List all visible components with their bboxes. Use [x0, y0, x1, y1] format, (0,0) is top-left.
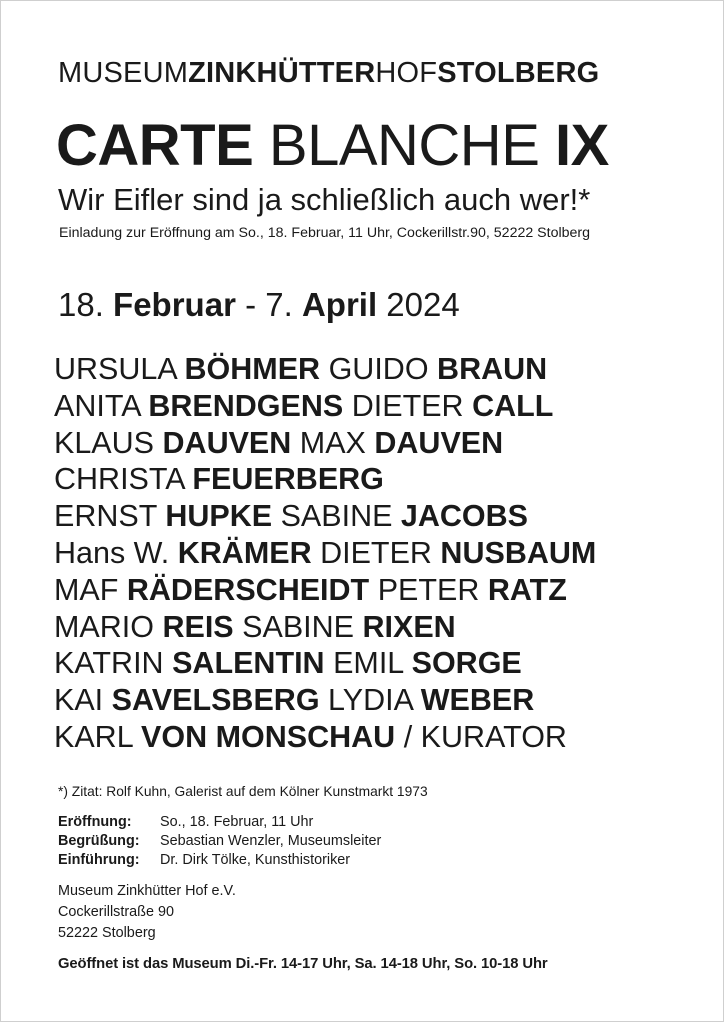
artist-line: [54, 572, 596, 609]
artist-firstname: MARIO: [54, 609, 154, 644]
artist-line: [54, 388, 596, 425]
artist-firstname: MAF: [54, 572, 119, 607]
exhibition-subtitle: Wir Eifler sind ja schließlich auch wer!*: [58, 182, 591, 217]
event-info: [58, 813, 381, 870]
info-row: [58, 851, 381, 870]
artist-surname: SORGE: [411, 646, 522, 681]
artist-surname: HUPKE: [165, 499, 273, 534]
artist-surname: KRÄMER: [177, 535, 312, 570]
artist-surname: SAVELSBERG: [111, 683, 320, 718]
museum-address: [58, 881, 236, 944]
title-part: BLANCHE: [268, 113, 540, 178]
artist-surname: VON MONSCHAU: [141, 719, 396, 754]
opening-hours: Geöffnet ist das Museum Di.-Fr. 14-17 Uhr, Sa. 14-18 Uhr, So. 10-18 Uhr: [58, 956, 548, 972]
artist-firstname: MAX: [299, 425, 366, 460]
quote-footnote: *) Zitat: Rolf Kuhn, Galerist auf dem Kölner Kunstmarkt 1973: [58, 784, 428, 799]
info-value: So., 18. Februar, 11 Uhr: [160, 814, 314, 830]
artist-line: [54, 498, 596, 535]
artist-firstname: DIETER: [320, 535, 432, 570]
address-line: Cockerillstraße 90: [58, 904, 174, 920]
invitation-text: Einladung zur Eröffnung am So., 18. Februar, 11 Uhr, Cockerillstr.90, 52222 Stolberg: [59, 225, 591, 241]
artist-firstname: DIETER: [351, 388, 464, 423]
info-label: Eröffnung:: [58, 814, 132, 830]
artist-list: [54, 351, 596, 756]
artist-surname: RATZ: [487, 572, 567, 607]
artist-firstname: CHRISTA: [54, 462, 184, 497]
artist-surname: JACOBS: [400, 499, 529, 534]
artist-line: [54, 425, 596, 462]
artist-surname: BRAUN: [437, 352, 548, 386]
artist-surname: DAUVEN: [374, 425, 504, 460]
info-value: Sebastian Wenzler, Museumsleiter: [160, 833, 382, 849]
artist-surname: SALENTIN: [172, 646, 325, 681]
address-line: Museum Zinkhütter Hof e.V.: [58, 883, 236, 899]
artist-surname: RÄDERSCHEIDT: [126, 572, 370, 607]
artist-firstname: ANITA: [54, 388, 140, 423]
date-part: April: [301, 286, 378, 323]
date-part: Februar: [113, 286, 236, 323]
artist-surname: RIXEN: [362, 609, 456, 644]
artist-line: [54, 535, 596, 572]
exhibition-title: [56, 113, 609, 179]
exhibition-dates: [58, 284, 460, 326]
artist-surname: BÖHMER: [184, 352, 321, 386]
info-row: [58, 832, 381, 851]
artist-surname: DAUVEN: [162, 425, 292, 460]
date-part: 2024: [386, 286, 460, 323]
museum-name-part: ZINKHÜTTER: [188, 57, 376, 89]
artist-line: [54, 719, 596, 756]
title-part: IX: [555, 113, 609, 178]
artist-firstname: GUIDO: [328, 352, 429, 386]
artist-firstname: EMIL: [333, 646, 404, 681]
museum-name: [58, 55, 599, 91]
artist-firstname: KAI: [54, 683, 104, 718]
artist-surname: WEBER: [420, 683, 535, 718]
date-part: - 7.: [245, 286, 293, 323]
artist-surname: CALL: [472, 388, 554, 423]
artist-surname: BRENDGENS: [148, 388, 344, 423]
info-label: Begrüßung:: [58, 833, 140, 849]
museum-name-part: HOF: [375, 57, 438, 89]
artist-firstname: PETER: [377, 572, 480, 607]
artist-firstname: URSULA: [54, 352, 177, 386]
artist-surname: NUSBAUM: [440, 535, 597, 570]
date-part: 18.: [58, 286, 104, 323]
artist-firstname: KLAUS: [54, 425, 155, 460]
artist-firstname: ERNST: [54, 499, 157, 534]
title-part: CARTE: [56, 113, 254, 178]
artist-line: [54, 682, 596, 719]
artist-line: [54, 609, 596, 646]
artist-surname: REIS: [162, 609, 234, 644]
info-row: [58, 813, 381, 832]
info-label: Einführung:: [58, 852, 140, 868]
artist-firstname: KATRIN: [54, 646, 164, 681]
artist-firstname: / KURATOR: [403, 719, 567, 754]
artist-firstname: SABINE: [242, 609, 355, 644]
artist-firstname: Hans W.: [54, 535, 170, 570]
artist-firstname: KARL: [54, 719, 133, 754]
artist-line: [54, 461, 596, 498]
artist-firstname: LYDIA: [328, 683, 413, 718]
artist-firstname: SABINE: [280, 499, 393, 534]
info-value: Dr. Dirk Tölke, Kunsthistoriker: [160, 852, 351, 868]
address-line: 52222 Stolberg: [58, 925, 156, 941]
museum-name-part: MUSEUM: [58, 57, 189, 89]
artist-surname: FEUERBERG: [192, 462, 384, 497]
museum-name-part: STOLBERG: [437, 57, 600, 89]
artist-line: [54, 351, 596, 388]
artist-line: [54, 645, 596, 682]
